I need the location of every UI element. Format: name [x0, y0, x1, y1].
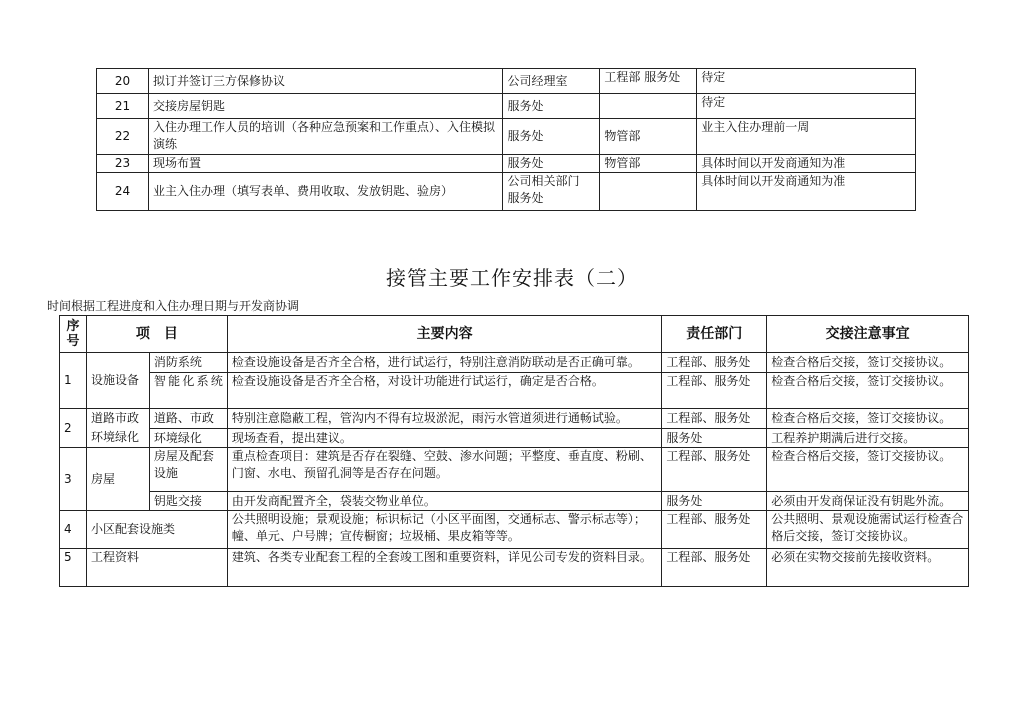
table-row [97, 69, 916, 94]
table-row [97, 119, 916, 155]
task-cell: 入住办理工作人员的培训（各种应急预案和工作重点）、入住模拟演练 [148, 119, 502, 155]
table-row [60, 549, 969, 587]
row-number: 22 [97, 119, 149, 155]
content-cell: 重点检查项目：建筑是否存在裂缝、空鼓、渗水问题；平整度、垂直度、粉刷、门窗、水电、预留孔洞等是否存在问题。 [227, 448, 661, 492]
content-cell: 现场查看，提出建议。 [227, 429, 661, 448]
notice-cell: 检查合格后交接，签订交接协议。 [767, 353, 969, 373]
assist-cell: 工程部 服务处 [600, 69, 697, 94]
task-cell: 现场布置 [148, 155, 502, 173]
time-cell: 待定 [697, 69, 916, 94]
content-cell: 公共照明设施；景观设施；标识标记（小区平面图，交通标志、警示标志等）；幢、单元、户号牌；宣传橱窗；垃圾桶、果皮箱等等。 [227, 511, 661, 549]
content-cell: 检查设施设备是否齐全合格，对设计功能进行试运行，确定是否合格。 [227, 373, 661, 409]
header-dept: 责任部门 [662, 316, 767, 353]
time-cell: 待定 [697, 94, 916, 119]
dept-cell: 服务处 [503, 119, 600, 155]
row-number: 23 [97, 155, 149, 173]
assist-cell [600, 173, 697, 211]
content-cell: 特别注意隐蔽工程，管沟内不得有垃圾淤泥，雨污水管道须进行通畅试验。 [227, 409, 661, 429]
dept-cell: 工程部、服务处 [662, 409, 767, 429]
time-cell: 具体时间以开发商通知为准 [697, 173, 916, 211]
group-name: 房屋 [86, 448, 149, 511]
notice-cell: 检查合格后交接，签订交接协议。 [767, 448, 969, 492]
table-row [60, 409, 969, 429]
sub-item: 消防系统 [149, 353, 227, 373]
dept-cell: 工程部、服务处 [662, 448, 767, 492]
table-header-row [60, 316, 969, 353]
dept-cell: 服务处 [662, 492, 767, 511]
assist-cell: 物管部 [600, 155, 697, 173]
sub-item: 环境绿化 [149, 429, 227, 448]
assist-cell: 物管部 [600, 119, 697, 155]
table-row [60, 429, 969, 448]
group-name: 道路市政环境绿化 [86, 409, 149, 448]
notice-cell: 必须在实物交接前先接收资料。 [767, 549, 969, 587]
dept-cell: 公司经理室 [503, 69, 600, 94]
notice-cell: 工程养护期满后进行交接。 [767, 429, 969, 448]
group-number: 4 [60, 511, 87, 549]
dept-cell: 服务处 [662, 429, 767, 448]
dept-text: 公司相关部门服务处 [507, 174, 580, 205]
notice-cell: 必须由开发商保证没有钥匙外流。 [767, 492, 969, 511]
time-cell: 具体时间以开发商通知为准 [697, 155, 916, 173]
schedule-table-1 [96, 68, 916, 211]
dept-cell: 工程部、服务处 [662, 549, 767, 587]
task-cell: 拟订并签订三方保修协议 [148, 69, 502, 94]
row-number: 21 [97, 94, 149, 119]
notice-cell: 公共照明、景观设施需试运行检查合格后交接，签订交接协议。 [767, 511, 969, 549]
dept-cell: 工程部、服务处 [662, 511, 767, 549]
table-row [60, 373, 969, 409]
header-no [60, 316, 87, 353]
schedule-table-2 [59, 315, 969, 587]
header-content: 主要内容 [227, 316, 661, 353]
sub-item: 道路、市政 [149, 409, 227, 429]
group-number: 1 [60, 353, 87, 409]
task-cell: 交接房屋钥匙 [148, 94, 502, 119]
table-row [97, 155, 916, 173]
row-number: 24 [97, 173, 149, 211]
group-number: 2 [60, 409, 87, 448]
content-cell: 检查设施设备是否齐全合格，进行试运行，特别注意消防联动是否正确可靠。 [227, 353, 661, 373]
dept-cell: 服务处 [503, 155, 600, 173]
group-name: 设施设备 [86, 353, 149, 409]
page-title: 接管主要工作安排表（二） [386, 266, 638, 290]
content-cell: 由开发商配置齐全，袋装交物业单位。 [227, 492, 661, 511]
notice-cell: 检查合格后交接，签订交接协议。 [767, 373, 969, 409]
header-notice: 交接注意事宜 [767, 316, 969, 353]
sub-item: 智能化系统 [149, 373, 227, 409]
sub-item: 房屋及配套设施 [149, 448, 227, 492]
table-row [60, 492, 969, 511]
content-cell: 建筑、各类专业配套工程的全套竣工图和重要资料，详见公司专发的资料目录。 [227, 549, 661, 587]
group-name: 小区配套设施类 [86, 511, 227, 549]
table-row [97, 173, 916, 211]
dept-cell: 工程部、服务处 [662, 353, 767, 373]
table-row [60, 448, 969, 492]
header-no-text: 序号 [66, 319, 80, 349]
group-number: 3 [60, 448, 87, 511]
row-number: 20 [97, 69, 149, 94]
table-row [60, 353, 969, 373]
dept-cell [503, 173, 600, 211]
table-row [60, 511, 969, 549]
table-row [97, 94, 916, 119]
schedule-note: 时间根据工程进度和入住办理日期与开发商协调 [47, 299, 300, 313]
notice-cell: 检查合格后交接，签订交接协议。 [767, 409, 969, 429]
task-cell: 业主入住办理（填写表单、费用收取、发放钥匙、验房） [148, 173, 502, 211]
group-name: 工程资料 [86, 549, 227, 587]
time-cell: 业主入住办理前一周 [697, 119, 916, 155]
dept-cell: 工程部、服务处 [662, 373, 767, 409]
assist-cell [600, 94, 697, 119]
dept-cell: 服务处 [503, 94, 600, 119]
group-number: 5 [60, 549, 87, 587]
sub-item: 钥匙交接 [149, 492, 227, 511]
header-item: 项 目 [86, 316, 227, 353]
